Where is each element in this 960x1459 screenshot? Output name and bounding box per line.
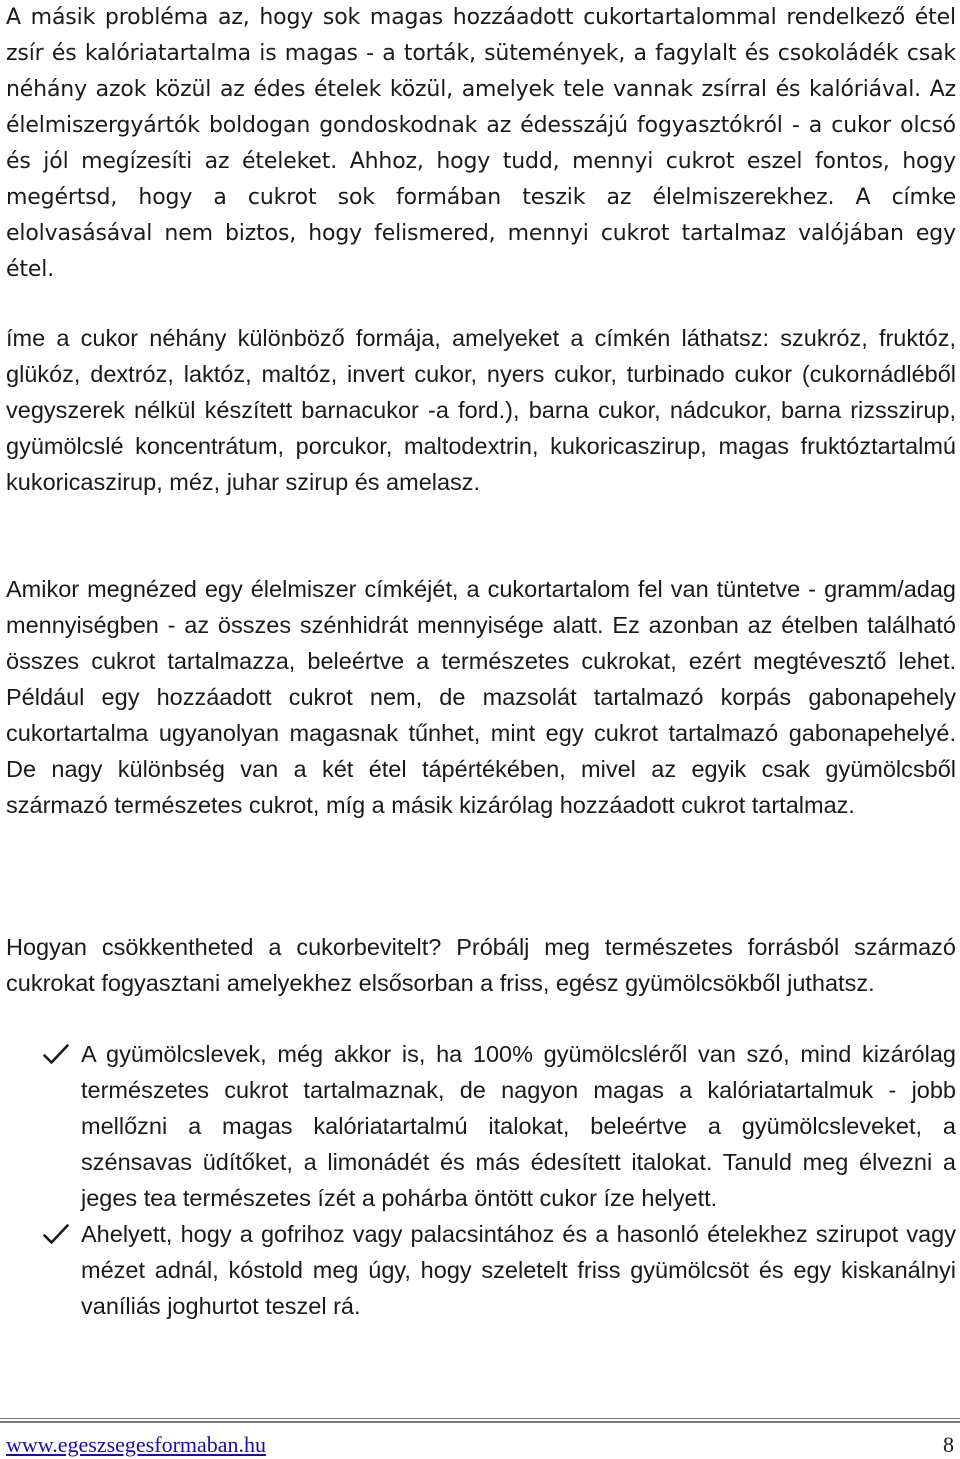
list-item-text: Ahelyett, hogy a gofrihoz vagy palacsintához és a hasonló ételekhez szirupot vagy mézet adnál, kóstold meg úgy, hogy szeletelt friss gyümölcsöt és egy kiskanálnyi vaníliás joghurtot teszel rá. xyxy=(81,1221,956,1319)
footer-divider xyxy=(0,1418,960,1419)
list-item-text: A gyümölcslevek, még akkor is, ha 100% gyümölcsléről van szó, mind kizárólag természetes cukrot tartalmaznak, de nagyon magas a kalóriatartalmuk - jobb mellőzni a magas kalóriatartalmú italokat, beleértve a gyümölcsleveket, a szénsavas üdítőket, a limonádét és más édesített italokat. Tanuld meg élvezni a jeges tea természetes ízét a pohárba öntött cukor íze helyett. xyxy=(81,1041,956,1211)
list-item xyxy=(6,1036,956,1216)
tips-checklist xyxy=(6,1036,956,1324)
page-number: 8 xyxy=(943,1432,954,1457)
checkmark-icon xyxy=(43,1223,69,1245)
footer-divider xyxy=(0,1421,960,1423)
checkmark-icon xyxy=(43,1043,69,1065)
website-link[interactable]: www.egeszsegesformaban.hu xyxy=(6,1432,267,1457)
paragraph-label-reading: Amikor megnézed egy élelmiszer címkéjét, a cukortartalom fel van tüntetve - gramm/adag mennyiségben - az összes szénhidrát mennyisége alatt. Ez azonban az ételben található összes cukrot tartalmazza, beleértve a természetes cukrokat, ezért megtévesztő lehet. Például egy hozzáadott cukrot nem, de mazsolát tartalmazó korpás gabonapehely cukortartalma ugyanolyan magasnak tűnhet, mint egy cukrot tartalmazó gabonapehelyé. De nagy különbség van a két étel tápértékében, mivel az egyik csak gyümölcsből származó természetes cukrot, míg a másik kizárólag hozzáadott cukrot tartalmaz. xyxy=(6,576,956,818)
paragraph-sugar-forms: íme a cukor néhány különböző formája, amelyeket a címkén láthatsz: szukróz, fruktóz, glükóz, dextróz, laktóz, maltóz, invert cukor, nyers cukor, turbinado cukor (cukornádléből vegyszerek nélkül készített barnacukor -a ford.), barna cukor, nádcukor, barna rizsszirup, gyümölcslé koncentrátum, porcukor, maltodextrin, kukoricaszirup, magas fruktóztartalmú kukoricaszirup, méz, juhar szirup és amelasz. xyxy=(6,325,956,495)
paragraph-reduce-intake: Hogyan csökkentheted a cukorbevitelt? Próbálj meg természetes forrásból származó cukrokat fogyasztani amelyekhez elsősorban a friss, egész gyümölcsökből juthatsz. xyxy=(6,934,956,996)
list-item xyxy=(6,1216,956,1324)
paragraph-sugar-problem: A másik probléma az, hogy sok magas hozzáadott cukortartalommal rendelkező étel zsír és kalóriatartalma is magas - a torták, sütemények, a fagylalt és csokoládék csak néhány azok közül az édes ételek közül, amelyek tele vannak zsírral és kalóriával. Az élelmiszergyártók boldogan gondoskodnak az édesszájú fogyasztókról - a cukor olcsó és jól megízesíti az ételeket. Ahhoz, hogy tudd, mennyi cukrot eszel fontos, hogy megértsd, hogy a cukrot sok formában teszik az élelmiszerekhez. A címke elolvasásával nem biztos, hogy felismered, mennyi cukrot tartalmaz valójában egy étel. xyxy=(6,5,956,282)
